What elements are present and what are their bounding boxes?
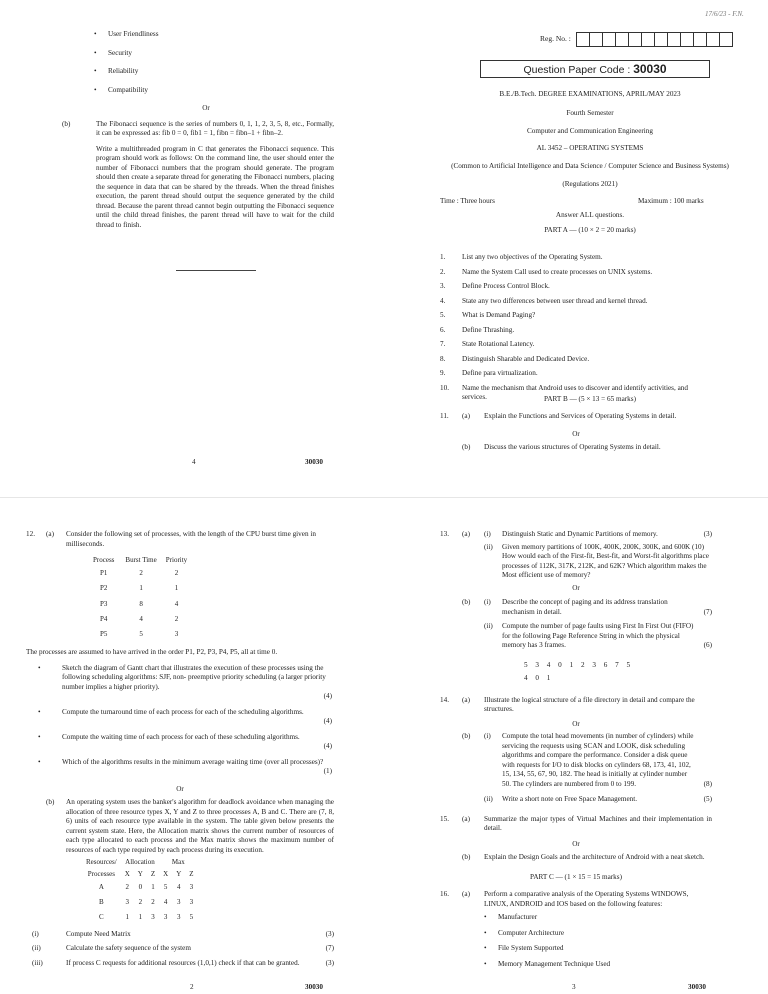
table-cell: A: [98, 882, 104, 891]
part-a-question: [440, 282, 712, 292]
q11b-label: (b): [462, 443, 471, 451]
page2-number: 2: [190, 983, 194, 991]
page-3: [440, 530, 712, 975]
part-marks: (7): [325, 944, 334, 953]
part-text: If process C requests for additional resources (1,0,1) check if that can be granted.: [66, 958, 300, 967]
page-separator: [0, 497, 768, 498]
q12b-label: (b): [46, 798, 55, 807]
q13b-ii-text: Compute the number of page faults using First In First Out (FIFO) for the following Page Reference String in which the physical memory has 3 frames.: [502, 622, 694, 649]
q16a-bullets: [484, 913, 712, 969]
q13b-i-text: Describe the concept of paging and its address translation mechanism in detail.: [502, 598, 668, 616]
branch: Computer and Communication Engineering: [527, 127, 653, 135]
question-text: Define Process Control Block.: [462, 282, 550, 290]
q12a-label: (a): [46, 530, 54, 538]
part-a-question: [440, 253, 712, 263]
table-cell: 3: [125, 898, 129, 907]
bullet-item: • Computer Architecture: [484, 929, 712, 939]
table-cell: 1: [139, 584, 143, 593]
table-header: Burst Time: [125, 556, 157, 564]
q15b-text: Explain the Design Goals and the architecture of Android with a neat sketch.: [484, 853, 705, 861]
table-header: Allocation: [125, 858, 155, 867]
bullet-item: • Security: [94, 49, 334, 59]
q14b-ii-text: Write a short note on Free Space Management.: [502, 795, 638, 803]
q14: [440, 696, 712, 805]
q14b-label: (b): [462, 732, 471, 740]
table-header: Y: [137, 869, 143, 878]
reference-string-line1: 5 3 4 0 1 2 3 6 7 5: [524, 660, 631, 669]
table-cell: 1: [138, 913, 143, 922]
q14a-text: Illustrate the logical structure of a file directory in detail and compare the structures.: [484, 695, 695, 713]
table-header: X: [163, 869, 169, 878]
page-4: [62, 30, 334, 271]
table-cell: 1: [125, 913, 129, 922]
table-cell: 3: [151, 913, 155, 922]
table-cell: 0: [138, 882, 143, 891]
table-cell: 2: [174, 569, 179, 578]
reg-no: [540, 32, 733, 47]
or-separator: Or: [572, 839, 580, 848]
q16a-text: Perform a comparative analysis of the Operating Systems WINDOWS, LINUX, ANDROID and IOS based on the following features:: [484, 890, 689, 908]
regulations: (Regulations 2021): [562, 179, 618, 188]
answer-all: Answer ALL questions.: [555, 211, 625, 219]
part-number: (iii): [32, 958, 43, 967]
reg-label: Reg. No. :: [540, 34, 571, 44]
or-separator: Or: [572, 719, 580, 728]
q12a-process-table: [86, 555, 192, 642]
reference-string-line2: 4 0 1: [524, 674, 551, 682]
table-cell: 2: [125, 882, 129, 891]
table-cell: 1: [151, 882, 155, 891]
table-row: [86, 581, 192, 596]
part-text: • Sketch the diagram of Gantt chart that illustrates the execution of these processes using the following scheduling algorithms: SJF, non- preemptive priority scheduling (a larger priority number implies a higher priority).: [62, 663, 326, 691]
table-row: [82, 880, 198, 895]
q13b-label: (b): [462, 598, 471, 606]
part-marks: (4): [323, 742, 332, 751]
table-row: [82, 895, 198, 910]
q13: [440, 530, 712, 684]
page3-code: 30030: [688, 983, 706, 991]
part-text: • Which of the algorithms results in the minimum average waiting time (over all processes)?: [62, 757, 324, 766]
q16a-label: (a): [462, 890, 470, 898]
table-cell: P3: [100, 599, 108, 608]
qp-code-box: [480, 60, 710, 78]
question-number: 7.: [440, 340, 446, 348]
q14b-i-text: Compute the total head movements (in number of cylinders) while servicing the requests using SCAN and LOOK, disk scheduling algorithms and compare the performance. Consider a disk queue with requests for I/O to disk blocks on cylinders 68, 173, 41, 102, 15, 134, 55, 67, 90, 182. The head is initially at cylinder number 50. The cylinders are numbered from 0 to 199.: [502, 732, 694, 788]
question-text: State any two differences between user thread and kernel thread.: [462, 296, 648, 305]
reg-digit-box: [576, 32, 590, 47]
q16-number: 16.: [440, 890, 449, 898]
part-a-question: [440, 268, 712, 278]
table-header: Z: [150, 869, 156, 878]
part-a-question: [440, 369, 712, 379]
q12a-intro: Consider the following set of processes, with the length of the CPU burst time given in milliseconds.: [66, 530, 316, 548]
question-number: 2.: [440, 267, 446, 276]
end-rule: [176, 270, 256, 271]
q13a-ii-text: Given memory partitions of 100K, 400K, 200K, 300K, and 600K (10) How would each of the First-fit, Best-fit, and Worst-fit algorithms place processes of 112K, 317K, 212K, and 62K? Which algorithm makes the Most efficient use of memory?: [502, 542, 709, 579]
question-text: Name the mechanism that Android uses to discover and identify activities, and services.: [462, 383, 688, 401]
question-text: Name the System Call used to create processes on UNIX systems.: [462, 267, 653, 276]
q12b-intro: An operating system uses the banker's algorithm for deadlock avoidance when managing the allocation of three resource types X, Y and Z to three processes A, B and C. There are (7, 8, 6) units of each resource type available in the system. The table given below presents the current system state. Here, the Allocation matrix shows the current number of resources of each type allocated to each process and the Max matrix shows the maximum number of resources of each type required by each process during its execution.: [66, 798, 334, 854]
reg-digit-box: [615, 32, 629, 47]
table-cell: P4: [100, 614, 108, 623]
question-number: 6.: [440, 325, 446, 334]
q12a-part: [38, 664, 334, 702]
part-a-question: [440, 311, 712, 321]
question-number: 3.: [440, 282, 446, 290]
part-marks: (3): [325, 929, 334, 938]
bullet-item: • Reliability: [94, 67, 334, 77]
table-cell: 3: [189, 882, 194, 891]
or-separator: Or: [202, 104, 210, 112]
q13a-label: (a): [462, 530, 470, 538]
page3-number: 3: [572, 983, 576, 991]
part-marks: (1): [323, 767, 332, 776]
part-c-heading: PART C — (1 × 15 = 15 marks): [530, 872, 622, 881]
page-2: [26, 530, 334, 973]
q15b-label: (b): [462, 853, 471, 861]
q11b-text: Discuss the various structures of Operating Systems in detail.: [484, 443, 661, 451]
question-number: 4.: [440, 296, 446, 305]
question-text: Define Thrashing.: [462, 325, 515, 334]
table-header: Y: [176, 869, 182, 878]
q15a-text: Summarize the major types of Virtual Machines and their implementation in detail.: [484, 814, 712, 832]
page4-code: 30030: [305, 458, 323, 466]
q12b-part: [32, 958, 334, 969]
question-text: What is Demand Paging?: [462, 311, 536, 319]
semester: Fourth Semester: [566, 108, 614, 117]
table-cell: B: [99, 898, 104, 907]
table-cell: 1: [174, 584, 179, 593]
question-number: 10.: [440, 383, 449, 392]
table-cell: 2: [138, 898, 143, 907]
table-cell: 4: [139, 614, 143, 623]
table-cell: 5: [163, 882, 168, 891]
table-cell: 3: [176, 898, 181, 907]
reg-boxes: [577, 34, 733, 43]
bullet-item: • User Friendliness: [94, 30, 334, 40]
handwritten-note: 17/6/23 - F.N.: [705, 10, 744, 18]
q13a-i-text: Distinguish Static and Dynamic Partitions of memory.: [502, 530, 658, 538]
or-separator: Or: [176, 784, 184, 793]
table-cell: 3: [174, 630, 179, 639]
q13a-i-marks: (3): [703, 530, 712, 538]
question-text: Define para virtualization.: [462, 369, 538, 377]
part-text: Calculate the safety sequence of the system: [66, 944, 191, 953]
part-text: • Compute the turnaround time of each process for each of the scheduling algorithms.: [62, 707, 304, 716]
part-a-question: [440, 340, 712, 350]
table-cell: 3: [163, 913, 168, 922]
question-number: 5.: [440, 311, 446, 319]
exam-title: B.E./B.Tech. DEGREE EXAMINATIONS, APRIL/MAY 2023: [499, 90, 681, 98]
q14-number: 14.: [440, 695, 449, 704]
q13b-ii-marks: (6): [703, 641, 712, 649]
q12a-part: [38, 708, 334, 727]
reg-digit-box: [602, 32, 616, 47]
part-a-questions: [440, 253, 712, 408]
max-marks: Maximum : 100 marks: [638, 197, 704, 205]
table-header: X: [124, 869, 130, 878]
table-cell: 3: [176, 913, 181, 922]
table-header: Processes: [87, 869, 115, 878]
table-cell: 2: [151, 898, 155, 907]
table-row: [86, 597, 192, 612]
table-header: Process: [93, 556, 115, 564]
q12a-arrival: The processes are assumed to have arrived in the order P1, P2, P3, P4, P5, all at time 0.: [26, 648, 278, 657]
part-text: Compute Need Matrix: [66, 929, 131, 938]
q15: [440, 815, 712, 863]
q12b-parts: [32, 929, 334, 969]
reg-digit-box: [654, 32, 668, 47]
qp-code-label: Question Paper Code :: [523, 64, 631, 76]
q11a-label: (a): [462, 412, 470, 420]
q14b-i-label: (i): [484, 732, 491, 740]
table-row: [86, 627, 192, 642]
table-cell: 2: [139, 569, 143, 578]
q16b-label: (b): [62, 119, 71, 128]
q14a-label: (a): [462, 695, 470, 704]
q15-number: 15.: [440, 814, 449, 823]
time: Time : Three hours: [440, 197, 495, 205]
reg-digit-box: [706, 32, 720, 47]
part-marks: (3): [325, 958, 334, 967]
q14b-ii-marks: (5): [703, 795, 712, 803]
question-text: Distinguish Sharable and Dedicated Device.: [462, 354, 590, 363]
reg-digit-box: [680, 32, 694, 47]
table-row: [86, 612, 192, 627]
q16b: [62, 119, 334, 231]
bullet-item: • Manufacturer: [484, 913, 712, 923]
q14b-ii-label: (ii): [484, 795, 493, 803]
table-cell: P1: [100, 569, 108, 578]
question-number: 9.: [440, 369, 446, 377]
part-marks: (4): [323, 692, 332, 701]
q16b-intro: The Fibonacci sequence is the series of numbers 0, 1, 1, 2, 3, 5, 8, etc., Formally, it can be expressed as: fib 0 = 0, fib1 = 1, fibn = fibn–1 + fibn–2.: [96, 119, 334, 137]
course: AL 3452 – OPERATING SYSTEMS: [536, 143, 644, 152]
q12b-part: [32, 929, 334, 940]
part-marks: (4): [323, 717, 332, 726]
q13b-i-label: (i): [484, 598, 491, 606]
q16b-body: Write a multithreaded program in C that generates the Fibonacci sequence. This program should work as follows: On the command line, the user should enter the number of Fibonacci numbers that the program should generate. The program should then create a separate thread for generating the Fibonacci numbers, placing the sequence in data that can be shared by the threads. When the thread finishes execution, the parent thread should output the sequence generated by the child thread. Because the parent thread cannot begin outputting the Fibonacci sequence until the child thread finishes, the parent thread will have to wait for the child thread to finish.: [96, 144, 334, 229]
exam-header: [440, 90, 740, 189]
q13a-ii-label: (ii): [484, 542, 493, 551]
bullet-item: • Compatibility: [94, 86, 334, 96]
q13-number: 13.: [440, 530, 449, 538]
reg-digit-box: [628, 32, 642, 47]
table-cell: 4: [176, 882, 181, 891]
q15a-label: (a): [462, 814, 470, 823]
or-separator: Or: [572, 429, 580, 438]
q12b-bankers-table: [82, 857, 198, 925]
table-header: Max: [171, 858, 185, 867]
table-cell: P5: [100, 630, 108, 639]
table-cell: 5: [139, 630, 143, 639]
page2-code: 30030: [305, 983, 323, 991]
q12b-part: [32, 944, 334, 954]
question-text: State Rotational Latency.: [462, 340, 535, 348]
page4-number: 4: [192, 458, 196, 466]
common-to: (Common to Artificial Intelligence and Data Science / Computer Science and Business Systems): [451, 162, 729, 170]
table-header: Resources/: [86, 858, 117, 867]
q16: [440, 890, 712, 969]
q11a-text: Explain the Functions and Services of Operating Systems in detail.: [484, 412, 677, 420]
table-cell: 3: [189, 898, 194, 907]
reg-digit-box: [693, 32, 707, 47]
part-a-question: [440, 326, 712, 336]
q11: [440, 412, 712, 453]
reg-digit-box: [667, 32, 681, 47]
q13a-i-label: (i): [484, 530, 491, 538]
question-text: List any two objectives of the Operating System.: [462, 253, 603, 261]
q16a-continued-bullets: [94, 30, 334, 95]
question-number: 1.: [440, 253, 446, 261]
table-cell: 5: [189, 913, 194, 922]
table-cell: P2: [100, 584, 108, 593]
reg-digit-box: [589, 32, 603, 47]
q12a-part: [38, 758, 334, 777]
part-b-heading: PART B — (5 × 13 = 65 marks): [544, 395, 636, 403]
table-cell: C: [99, 913, 104, 922]
part-text: • Compute the waiting time of each process for each of these scheduling algorithms.: [62, 732, 300, 741]
part-a-question: [440, 297, 712, 307]
table-cell: 4: [174, 599, 179, 608]
table-row: [86, 566, 192, 581]
reg-digit-box: [719, 32, 733, 47]
table-cell: 2: [174, 614, 179, 623]
q12-number: 12.: [26, 530, 35, 538]
q13b-i-marks: (7): [703, 607, 712, 616]
table-cell: 8: [139, 599, 143, 608]
q11-number: 11.: [440, 412, 449, 420]
part-number: (ii): [32, 944, 41, 953]
bullet-item: • Memory Management Technique Used: [484, 960, 712, 970]
q12a-part: [38, 733, 334, 752]
q12a-parts: [38, 664, 334, 777]
part-a-question: [440, 355, 712, 365]
table-header: Priority: [165, 556, 188, 564]
or-separator: Or: [572, 583, 580, 592]
part-a-heading: PART A — (10 × 2 = 20 marks): [544, 226, 636, 234]
bullet-item: • File System Supported: [484, 944, 712, 954]
qp-code: 30030: [633, 62, 667, 76]
question-number: 8.: [440, 354, 446, 363]
q14b-i-marks: (8): [703, 779, 712, 788]
reg-digit-box: [641, 32, 655, 47]
table-row: [82, 910, 198, 925]
q13b-ii-label: (ii): [484, 622, 493, 630]
table-header: Z: [189, 869, 194, 878]
table-cell: 4: [163, 898, 168, 907]
part-number: (i): [32, 929, 39, 938]
